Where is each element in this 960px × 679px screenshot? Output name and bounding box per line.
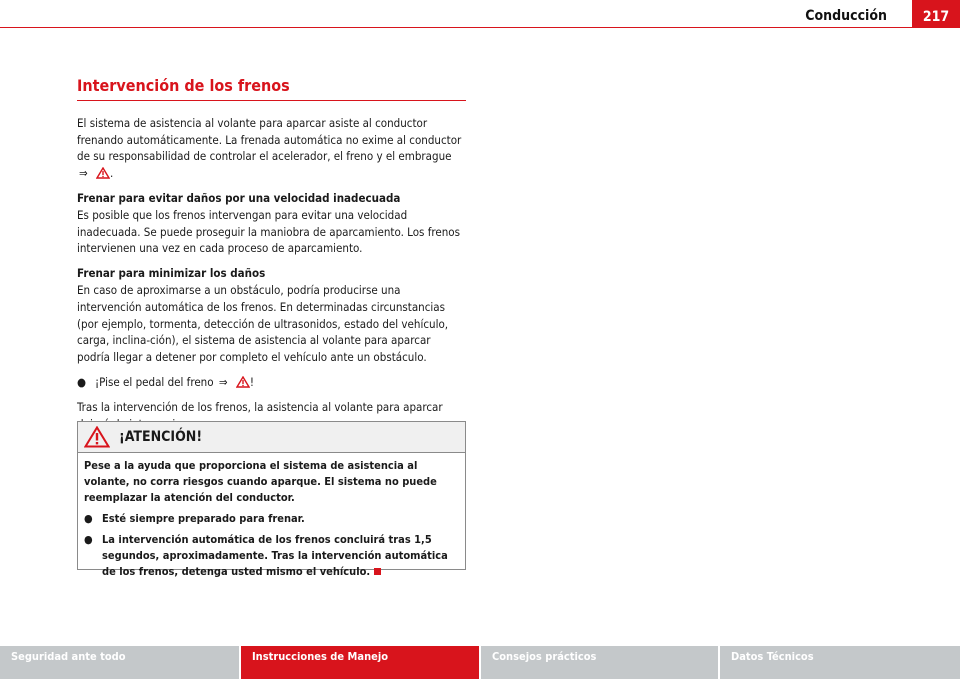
reference-arrow: ⇒ [218,374,228,389]
section-title: Intervención de los frenos [77,78,466,101]
warning-box [77,421,466,578]
end-square-icon [374,568,381,575]
header-rule [0,27,960,28]
footer-tab-label: Datos Técnicos [731,650,814,663]
footer-tab-datos[interactable] [720,646,960,679]
subsection-heading: Frenar para minimizar los daños [77,266,266,281]
main-content [77,78,466,440]
action-end: ! [249,374,254,389]
bullet-icon: ● [84,533,93,546]
intro-paragraph [77,115,466,182]
bullet-icon: ● [84,512,93,525]
footer-nav [0,646,960,679]
warning-triangle-icon [84,426,110,448]
warning-title: ¡ATENCIÓN! [119,429,203,445]
footer-tab-label: Instrucciones de Manejo [252,650,389,663]
reference-arrow: ⇒ [79,166,88,181]
subsection-text: En caso de aproximarse a un obstáculo, podría producirse una intervención automática de los frenos. En determinadas circunstancias (por ejemplo, tormenta, detección de ultrasonidos, estado del vehículo, carga, inclina-ción), el sistema de asistencia al volante para aparcar podría llegar a detener por completo el vehículo ante un obstáculo. [77,282,449,365]
running-header-title: Conducción [805,8,887,24]
subsection-heading: Frenar para evitar daños por una velocidad inadecuada [77,190,401,205]
page-number: 217 [912,0,960,27]
action-step [77,374,466,391]
action-text: ¡Pise el pedal del freno [95,374,214,389]
footer-tab-label: Consejos prácticos [492,650,597,663]
warning-triangle-icon[interactable] [236,376,250,388]
bullet-icon: ● [77,374,87,389]
warning-bullet-text: La intervención automática de los frenos concluirá tras 1,5 segundos, aproximadamente. Tras la intervención automática de los frenos, detenga usted mismo el vehículo. [102,533,448,578]
warning-body [78,453,465,580]
warning-triangle-icon[interactable] [96,167,110,179]
warning-bullet [84,532,459,580]
footer-tab-seguridad[interactable] [0,646,239,679]
footer-tab-instrucciones[interactable] [241,646,479,679]
footer-tab-label: Seguridad ante todo [11,650,126,663]
warning-bullet-text: Esté siempre preparado para frenar. [102,512,305,525]
warning-header [78,422,465,453]
footer-tab-consejos[interactable] [481,646,718,679]
subsection-text: Es posible que los frenos intervengan para evitar una velocidad inadecuada. Se puede proseguir la maniobra de aparcamiento. Los frenos intervienen una vez en cada proceso de aparcamiento. [77,207,461,256]
closing-paragraph: Tras la intervención de los frenos, la asistencia al volante para aparcar [77,399,443,414]
intro-end: . [109,166,114,181]
intro-text: El sistema de asistencia al volante para aparcar asiste al conductor frenando automáticamente. La frenada automática no exime al conductor de su responsabilidad de controlar el acelerador, el freno y el embrague [77,115,462,164]
warning-bullet [84,511,459,527]
warning-paragraph: Pese a la ayuda que proporciona el sistema de asistencia al volante, no corra riesgos cuando aparque. El sistema no puede reemplazar la atención del conductor. [84,459,437,504]
